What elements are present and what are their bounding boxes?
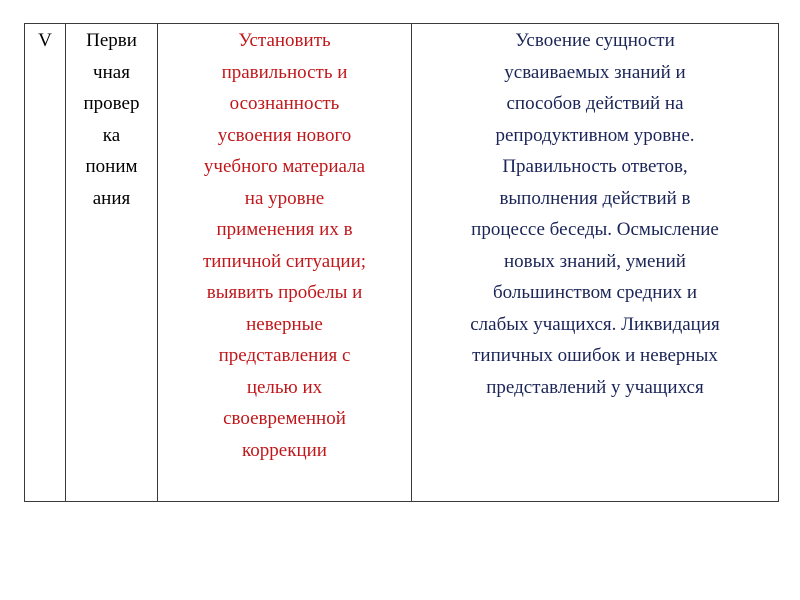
result-line: репродуктивном уровне. bbox=[495, 124, 695, 146]
stage-name-line: чная bbox=[93, 61, 130, 83]
goal-line: типичной ситуации; bbox=[202, 250, 367, 272]
goal-line: неверные bbox=[246, 313, 323, 335]
stage-number: V bbox=[38, 30, 52, 51]
stage-result-cell bbox=[412, 24, 779, 502]
goal-line: на уровне bbox=[244, 187, 325, 209]
goal-line: применения их в bbox=[216, 219, 353, 240]
stage-goal-cell bbox=[158, 24, 412, 502]
goal-line: коррекции bbox=[242, 439, 327, 461]
result-line: большинством средних и bbox=[492, 282, 698, 303]
result-line: процессе беседы. Осмысление bbox=[471, 219, 719, 240]
result-line: слабых учащихся. Ликвидация bbox=[470, 313, 720, 335]
goal-line: правильность и bbox=[221, 61, 348, 83]
result-line: способов действий на bbox=[506, 93, 684, 114]
goal-line: учебного материала bbox=[203, 156, 366, 177]
result-line: новых знаний, умений bbox=[504, 250, 686, 272]
result-line: типичных ошибок и неверных bbox=[472, 345, 718, 366]
goal-line: выявить пробелы и bbox=[206, 282, 363, 303]
goal-line: осознанность bbox=[229, 93, 340, 114]
goal-line: целью их bbox=[246, 376, 323, 398]
result-line: представлений у учащихся bbox=[486, 376, 704, 398]
stage-name-line: ания bbox=[92, 187, 131, 209]
result-line: Правильность ответов, bbox=[502, 156, 688, 177]
stage-name-cell bbox=[66, 24, 158, 502]
goal-line: представления с bbox=[218, 345, 351, 366]
result-line: выполнения действий в bbox=[499, 187, 691, 209]
stage-name-line: провер bbox=[83, 93, 140, 114]
stage-number-cell bbox=[25, 24, 66, 502]
goal-line: своевременной bbox=[223, 408, 346, 429]
result-line: Усвоение сущности bbox=[515, 30, 675, 51]
result-line: усваиваемых знаний и bbox=[504, 61, 686, 83]
goal-line: Установить bbox=[238, 30, 331, 51]
lesson-stage-table bbox=[24, 23, 779, 502]
stage-name-line: ка bbox=[102, 124, 121, 146]
stage-name-line: поним bbox=[85, 156, 138, 177]
goal-line: усвоения нового bbox=[217, 124, 352, 146]
table-row bbox=[25, 24, 779, 502]
stage-name-line: Перви bbox=[86, 30, 137, 51]
